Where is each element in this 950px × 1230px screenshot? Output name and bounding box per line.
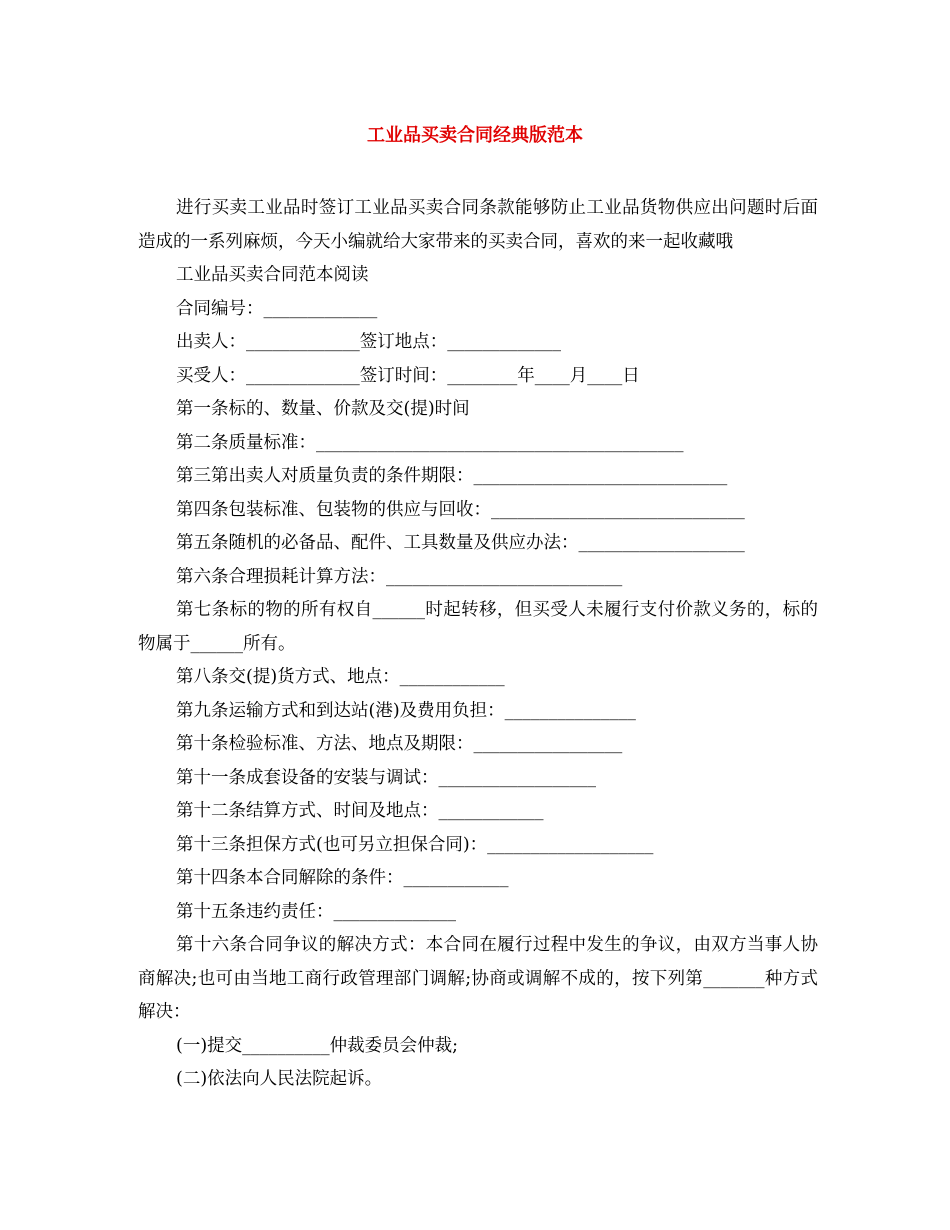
article-10: 第十条检验标准、方法、地点及期限：_________________ (176, 734, 623, 754)
article-7: 第七条标的物的所有权自______时起转移，但买受人未履行支付价款义务的，标的物属于______所有。 (138, 600, 818, 654)
article-6: 第六条合理损耗计算方法：___________________________ (176, 566, 623, 587)
article-13: 第十三条担保方式(也可另立担保合同)：___________________ (176, 834, 654, 855)
buyer-line: 买受人：_____________签订时间：________年____月____日 (176, 365, 640, 386)
article-11: 第十一条成套设备的安装与调试：__________________ (176, 767, 596, 788)
article-9: 第九条运输方式和到达站(港)及费用负担：_______________ (176, 700, 636, 721)
article-15: 第十五条违约责任：______________ (176, 901, 456, 922)
option-1: (一)提交__________仲裁委员会仲裁; (176, 1035, 459, 1056)
article-1: 第一条标的、数量、价款及交(提)时间 (176, 399, 470, 419)
article-8: 第八条交(提)货方式、地点：____________ (176, 667, 505, 687)
article-3: 第三第出卖人对质量负责的条件期限：_____________________________ (176, 466, 728, 486)
contract-subtitle: 工业品买卖合同范本阅读 (176, 265, 369, 285)
seller-line: 出卖人：_____________签订地点：_____________ (176, 332, 561, 352)
option-2: (二)依法向人民法院起诉。 (176, 1069, 383, 1089)
contract-number-line: 合同编号：_____________ (176, 298, 378, 319)
article-2: 第二条质量标准：__________________________________________ (176, 432, 684, 453)
article-14: 第十四条本合同解除的条件：____________ (176, 868, 509, 888)
document-body (138, 192, 818, 1097)
document-title: 工业品买卖合同经典版范本 (367, 125, 583, 146)
article-5: 第五条随机的必备品、配件、工具数量及供应办法：___________________ (176, 533, 745, 553)
article-12: 第十二条结算方式、时间及地点：____________ (176, 801, 544, 821)
article-16: 第十六条合同争议的解决方式：本合同在履行过程中发生的争议，由双方当事人协商解决;也可由当地工商行政管理部门调解;协商或调解不成的，按下列第_______种方式解决： (138, 935, 818, 1022)
article-4: 第四条包装标准、包装物的供应与回收：_____________________________ (176, 499, 745, 520)
intro-paragraph: 进行买卖工业品时签订工业品买卖合同条款能够防止工业品货物供应出问题时后面造成的一系列麻烦，今天小编就给大家带来的买卖合同，喜欢的来一起收藏哦 (138, 198, 818, 252)
